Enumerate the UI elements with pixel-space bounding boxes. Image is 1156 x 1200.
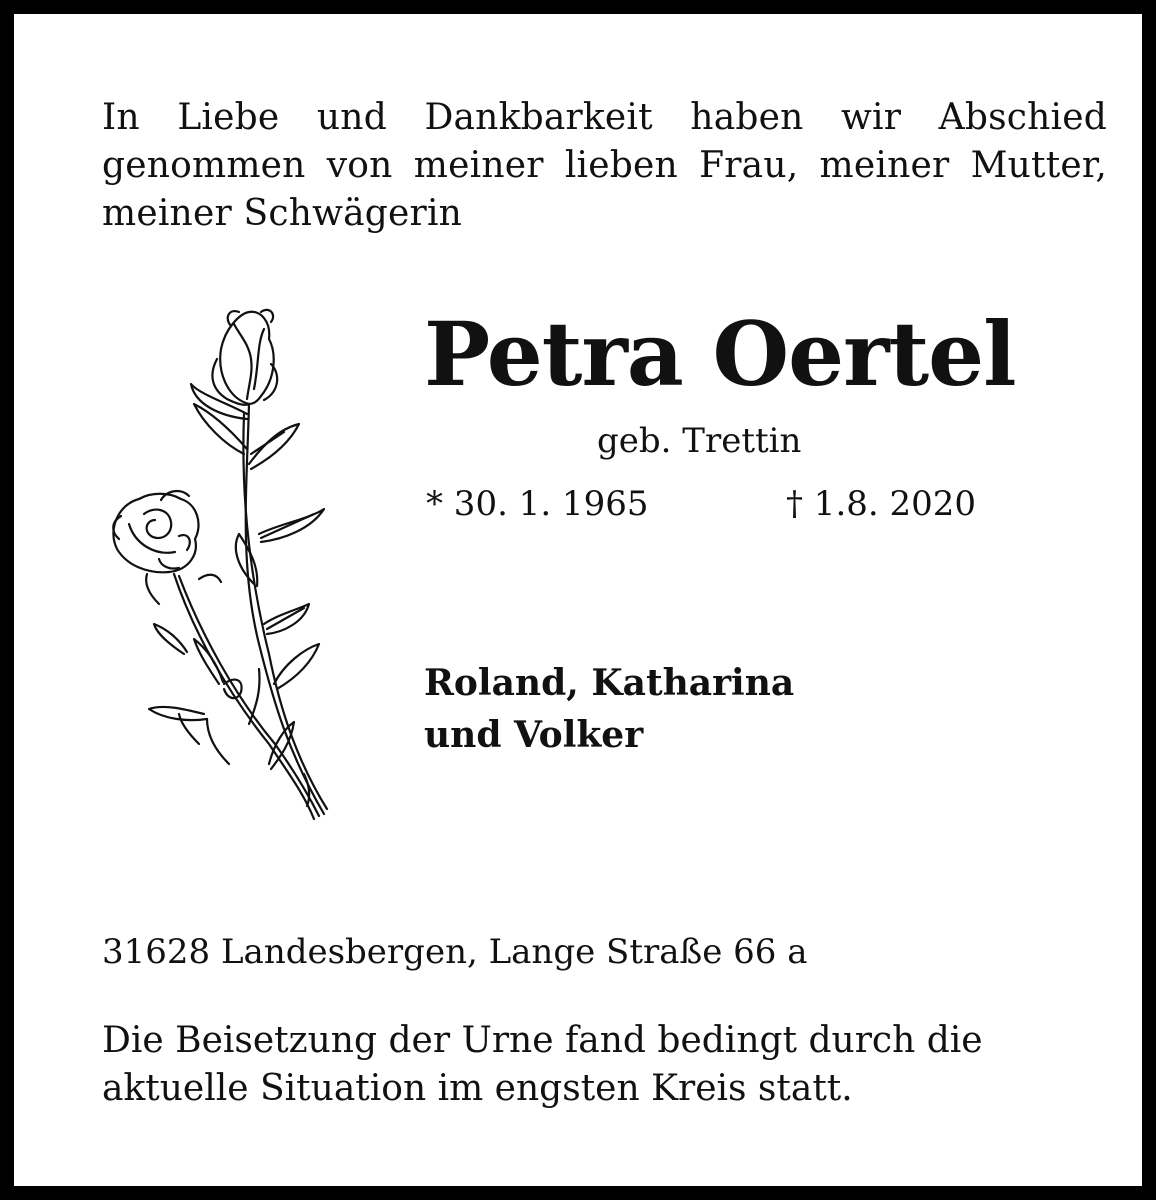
birth-date: * 30. 1. 1965 [426,484,649,524]
intro-line: meiner Schwägerin [102,193,463,234]
burial-note-line: Die Beisetzung der Urne fand bedingt durch die [102,1020,983,1061]
mourners-line: Roland, Katharina [424,662,795,704]
intro-line: In Liebe und Dankbarkeit haben wir Abschied [102,97,1107,138]
intro-text [102,94,1107,238]
intro-line: genommen von meiner lieben Frau, meiner Mutter, [102,145,1107,186]
burial-note [102,1017,983,1113]
rose-illustration-icon [99,304,349,824]
burial-note-line: aktuelle Situation im engsten Kreis statt. [102,1068,853,1109]
address: 31628 Landesbergen, Lange Straße 66 a [102,932,808,972]
mourners [424,657,794,761]
death-date: † 1.8. 2020 [786,484,977,524]
mourners-line: und Volker [424,714,644,756]
deceased-name: Petra Oertel [424,302,1016,406]
maiden-name: geb. Trettin [597,421,802,461]
